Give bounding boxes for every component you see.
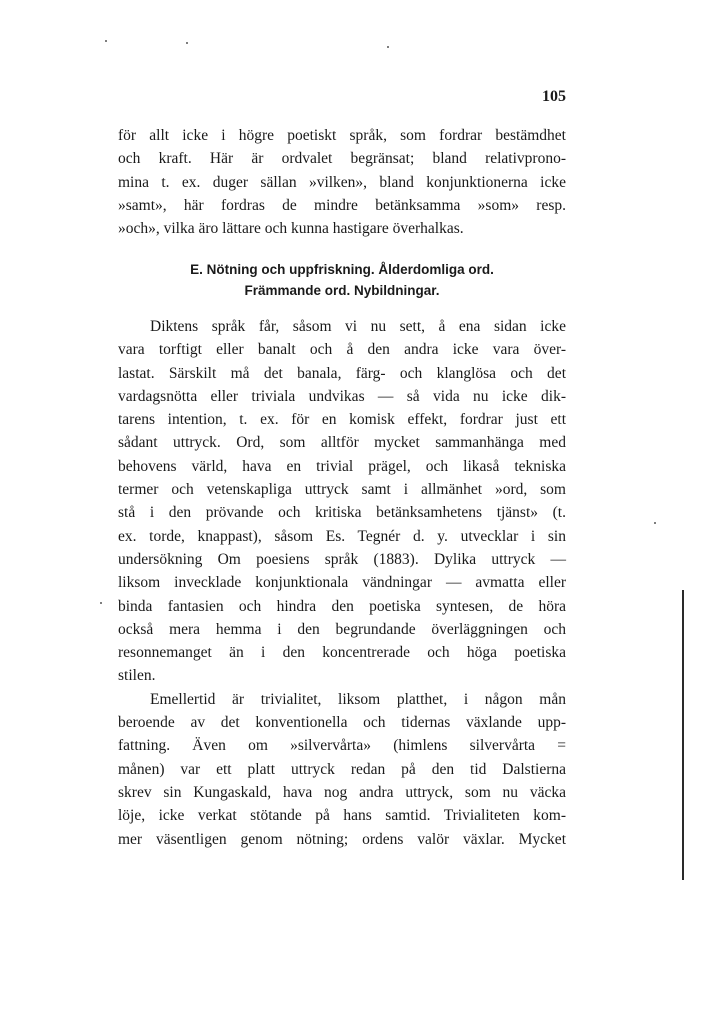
text-line: termer och vetenskapliga uttryck samt i allmänhet »ord, som	[118, 481, 566, 499]
paper-speck	[387, 46, 389, 48]
text-line: vardagsnötta eller triviala undvikas — så vida nu icke dik-	[118, 387, 566, 405]
text-line: tarens intention, t. ex. för en komisk effekt, fordrar just ett	[118, 411, 566, 429]
text-line: undersökning Om poesiens språk (1883). Dylika uttryck —	[118, 550, 566, 568]
section-heading: E. Nötning och uppfriskning. Ålderdomliga ord.	[190, 262, 494, 277]
text-line: behovens värld, hava en trivial prägel, och likaså tekniska	[118, 457, 566, 475]
text-line: och kraft. Här är ordvalet begränsat; bland relativprono-	[118, 150, 566, 168]
text-line: »och», vilka äro lättare och kunna hastigare överhalkas.	[118, 220, 464, 238]
margin-rule	[682, 590, 684, 880]
paragraph-2	[118, 315, 566, 688]
text-line: »samt», här fordras de mindre betänksamma »som» resp.	[118, 196, 566, 214]
text-line: vara torftigt eller banalt och å den andra icke vara över-	[118, 341, 566, 359]
text-line: Emellertid är trivialitet, liksom platthet, i någon mån	[150, 690, 566, 708]
text-line: liksom invecklade konjunktionala vändningar — avmatta eller	[118, 574, 566, 592]
text-line: fattning. Även om »silvervårta» (himlens silvervårta =	[118, 737, 566, 755]
paragraph-3	[118, 688, 566, 851]
text-line: mer väsentligen genom nötning; ordens valör växlar. Mycket	[118, 830, 566, 848]
paper-speck	[186, 42, 188, 44]
text-line: också mera hemma i den begrundande överläggningen och	[118, 620, 566, 638]
text-line: skrev sin Kungaskald, hava nog andra uttryck, som nu väcka	[118, 783, 566, 801]
paragraph-1	[118, 124, 566, 240]
text-line: månen) var ett platt uttryck redan på den tid Dalstierna	[118, 760, 566, 778]
text-line: beroende av det konventionella och tidernas växlande upp-	[118, 714, 566, 732]
text-line: mina t. ex. duger sällan »vilken», bland konjunktionerna icke	[118, 173, 566, 191]
text-line: stå i den prövande och kritiska betänksamhetens tjänst» (t.	[118, 504, 566, 522]
body-text	[118, 315, 566, 851]
paper-speck	[105, 40, 107, 42]
text-line: ex. torde, knappast), såsom Es. Tegnér d. y. utvecklar i sin	[118, 527, 566, 545]
section-heading-continued: Främmande ord. Nybildningar.	[244, 283, 440, 298]
text-line: lastat. Särskilt må det banala, färg- och klanglösa och det	[118, 364, 566, 382]
text-line: stilen.	[118, 667, 156, 685]
paper-speck	[654, 522, 656, 524]
text-line: resonnemanget än i den koncentrerade och höga poetiska	[118, 644, 566, 662]
text-line: binda fantasien och hindra den poetiska syntesen, de höra	[118, 597, 566, 615]
page-number: 105	[542, 88, 566, 105]
text-line: Diktens språk får, såsom vi nu sett, å ena sidan icke	[150, 318, 566, 335]
paper-speck	[100, 602, 102, 604]
text-line: för allt icke i högre poetiskt språk, som fordrar bestämdhet	[118, 127, 566, 144]
text-line: löje, icke verkat stötande på hans samtid. Trivialiteten kom-	[118, 807, 566, 825]
text-line: sådant uttryck. Ord, som alltför mycket sammanhänga med	[118, 434, 566, 452]
